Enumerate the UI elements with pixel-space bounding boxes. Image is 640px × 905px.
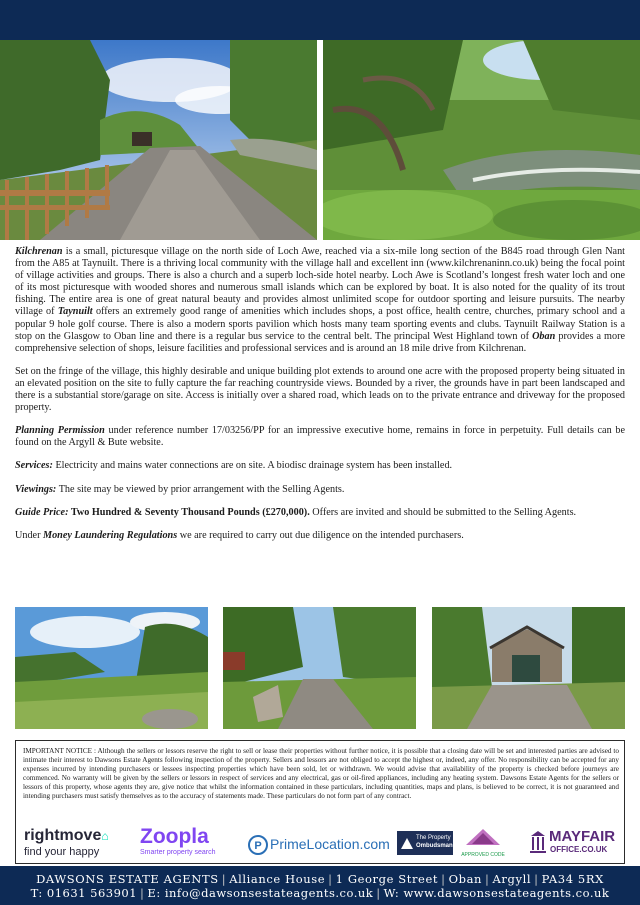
viewings-paragraph (15, 484, 625, 496)
planning-paragraph (15, 425, 625, 449)
email-link[interactable]: E: info@dawsonsestateagents.co.uk (147, 886, 374, 900)
ombudsman-line-1: The Property (416, 835, 451, 841)
telephone[interactable]: T: 01631 563901 (30, 886, 138, 900)
logo-strip (16, 825, 626, 865)
kilchrenan-name: Kilchrenan (15, 246, 63, 257)
svg-text:P: P (254, 840, 262, 852)
laundering-text-1: Under (15, 529, 44, 541)
property-description (15, 246, 625, 553)
building-icon (530, 830, 546, 854)
ombudsman-icon (400, 836, 414, 850)
address-street: 1 George Street (335, 872, 439, 886)
taynuilt-name: Taynuilt (57, 306, 93, 318)
intro-text-3: provides a more comprehensive selection of shops, leisure facilities and professional services and is around an 18 mile drive from Kilchrenan. (15, 330, 625, 354)
approved-code-text: APPROVED CODE (461, 852, 505, 858)
footer-address-line: DAWSONS ESTATE AGENTS | Alliance House | 1 George Street | Oban | Argyll | PA34 5RX (36, 872, 604, 886)
services-paragraph (15, 460, 625, 472)
viewings-text: The site may be viewed by prior arrangement with the Selling Agents. (56, 483, 345, 495)
services-label: Services: (15, 460, 53, 472)
driveway-photo (223, 607, 416, 729)
top-banner (0, 0, 640, 40)
laundering-paragraph (15, 530, 625, 542)
intro-paragraph (15, 246, 625, 355)
planning-text: under reference number 17/03256/PP for an impressive executive home, remains in force in perpetuity. Full details can be found on the Argyll & Bute website. (15, 425, 625, 449)
guide-price-label: Guide Price: (15, 506, 69, 518)
footer-contact-line: T: 01631 563901 | E: info@dawsonsestateagents.co.uk | W: www.dawsonsestateagents.co.uk (30, 886, 610, 900)
primelocation-icon (248, 835, 268, 855)
property-ombudsman-logo[interactable] (397, 831, 453, 855)
guide-price-value: Two Hundred & Seventy Thousand Pounds (£270,000). (68, 506, 310, 518)
laundering-text-2: we are required to carry out due diligence on the intended purchasers. (177, 529, 464, 541)
address-building: Alliance House (229, 872, 326, 886)
rightmove-tagline: find your happy (24, 846, 100, 858)
intro-text-2: offers an extremely good range of amenities which includes shops, a post office, health centre, churches, primary school and a popular 9 hole golf course. There is also a modern sports pavilion which hosts many team sporting events and clubs. Taynuilt Railway Station is a stop on the Glasgow to Oban line and there is a regular bus service to the central belt. The principal West Highland town of (15, 306, 625, 342)
website-link[interactable]: W: www.dawsonsestateagents.co.uk (383, 886, 610, 900)
ombudsman-line-2: Ombudsman (416, 843, 453, 849)
primelocation-logo[interactable] (248, 833, 390, 857)
laundering-label: Money Laundering Regulations (43, 529, 178, 541)
address-town: Oban (448, 872, 483, 886)
planning-label: Planning Permission (15, 425, 105, 437)
river-photo (323, 40, 640, 240)
address-postcode: PA34 5RX (541, 872, 604, 886)
zoopla-tagline: Smarter property search (140, 849, 216, 856)
mayfair-subtext: OFFICE.CO.UK (550, 845, 608, 854)
mayfair-office-logo[interactable] (530, 829, 622, 857)
guide-price-paragraph (15, 507, 625, 519)
primelocation-wordmark: PrimeLocation.com (270, 836, 390, 852)
viewings-label: Viewings: (15, 483, 57, 495)
oban-name: Oban (532, 330, 556, 342)
field-photo (15, 607, 208, 729)
mayfair-wordmark: MAYFAIR (549, 828, 616, 845)
plot-paragraph: Set on the fringe of the village, this highly desirable and unique building plot extends to around one acre with the proposed property being situated in an elevated position on the site to fully capture the far reaching countryside views. Bounded by a river, the grounds have in part been landscaped and there is a substantial store/garage on site. Access is initially over a shared road, which leads on to the private entrance and driveway for the proposed property. (15, 365, 625, 414)
house-icon: ⌂ (101, 829, 109, 843)
agent-footer (0, 866, 640, 905)
important-notice-text: IMPORTANT NOTICE : Although the sellers or lessors reserve the right to sell or lease their properties without further notice, it is possible that a closing date will be set and interested parties are advised to intimate their interest to Dawsons Estate Agents following inspection of the property. Sellers and lessors are not obliged to accept the highest or, indeed, any offer. No responsibility can be accepted for any expenses incurred by intending purchasers or lessees inspecting properties which have been sold, let or withdrawn. We would advise that availability of the property is checked before journeys are commenced. No warranty will be given by the sellers or lessors in respect of services and any electrical, gas or oil-fired appliances, including any heating system. Dawsons Estate Agents for the sellers or lessors of this property, whose agents they are, give notice that whilst the information contained in these particulars, including quantities, maps and plans, is believed to be correct, it is not guaranteed and intending purchasers must satisfy themselves as to the accuracy of statements made. These particulars do not form part of any contract. (23, 747, 619, 801)
rightmove-wordmark: rightmove (24, 827, 102, 844)
address-county: Argyll (492, 872, 532, 886)
intro-text-1: is a small, picturesque village on the north side of Loch Awe, reached via a six-mile long section of the B845 road through Glen Nant from the A85 at Taynuilt. There is a thriving local community with the village hall and excellent inn (www.kilchrenaninn.co.uk) being the focal point of village activities and groups. There is also a church and a superb loch-side hotel nearby. Loch Awe is Scotland’s longest fresh water loch and one of its most picturesque with wooded shores and numerous small islands which can be explored by boat. It is also noted for the quality of its trout fishing. The entire area is one of great natural beauty and provides almost unlimited scope for outdoor sporting and leisure pursuits. The nearby village of (15, 246, 625, 318)
important-notice-box (15, 740, 625, 864)
garage-photo (432, 607, 625, 729)
rightmove-logo[interactable] (24, 827, 124, 863)
zoopla-logo[interactable] (140, 825, 250, 863)
services-text: Electricity and mains water connections are on site. A biodisc drainage system has been installed. (52, 460, 453, 472)
zoopla-wordmark: Zoopla (140, 825, 209, 848)
approved-code-logo[interactable] (460, 827, 506, 859)
guide-price-text: Offers are invited and should be submitted to the Selling Agents. (309, 506, 577, 518)
approved-code-icon (460, 827, 506, 847)
road-photo (0, 40, 317, 240)
company-name: DAWSONS ESTATE AGENTS (36, 872, 219, 886)
